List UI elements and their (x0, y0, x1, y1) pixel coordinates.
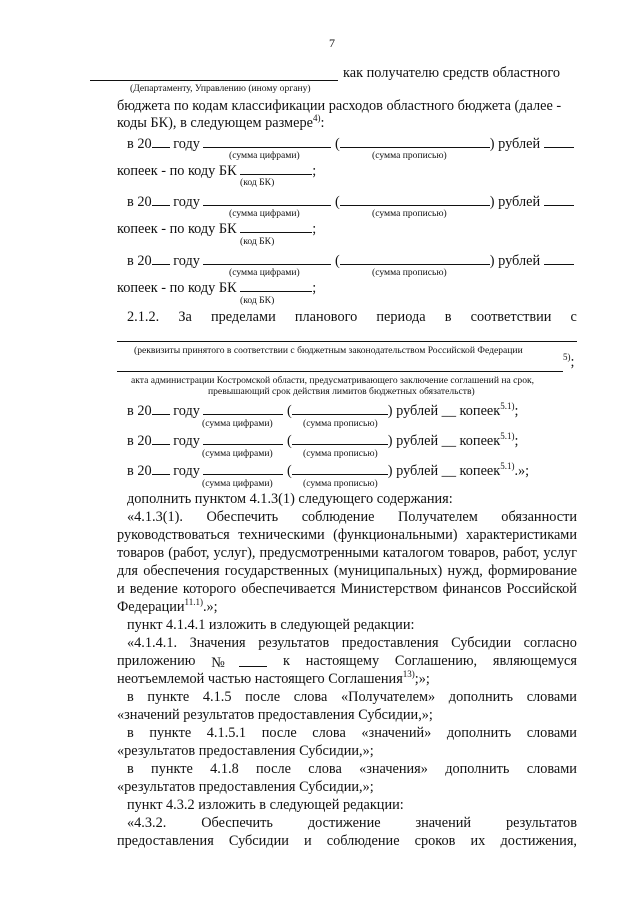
blank-sum-words (340, 251, 490, 265)
blank-sum-words (340, 134, 490, 148)
year-word: году (173, 433, 200, 449)
p4131-line-2 (117, 527, 577, 544)
word: обеспечения (143, 563, 220, 579)
open-paren: ( (287, 463, 292, 479)
word: Министерством (340, 581, 438, 597)
word: которого (182, 581, 237, 597)
p4141-line-2 (117, 653, 577, 672)
word: За (178, 309, 192, 325)
footnote-5-1: 5.1) (500, 431, 515, 442)
p4131-line-3 (117, 545, 577, 562)
word: Субсидии (451, 635, 512, 651)
p418-line-2: «результатов предоставления Субсидии,»; (117, 779, 374, 795)
word: и (304, 833, 312, 849)
blank-sum-words (340, 192, 490, 206)
code-row-2 (117, 219, 316, 238)
rubles-label: ) рублей (489, 136, 541, 152)
p4141-l3-text: неотъемлемой частью настоящего Соглашения (117, 671, 403, 687)
blank-year (152, 192, 170, 206)
word: «значения» (359, 761, 428, 777)
year-prefix: в 20 (127, 433, 152, 449)
word: пункте (147, 689, 190, 705)
word: «4.1.3(1). (127, 509, 183, 525)
p4151-line-1 (127, 725, 577, 742)
word: Субсидии (228, 833, 289, 849)
word: пункте (149, 725, 192, 741)
word: каталогом (382, 545, 445, 561)
word: финансов (442, 581, 502, 597)
caption-sum-digits: (сумма цифрами) (229, 267, 300, 278)
rub-kop-label: ) рублей __ копеек (387, 433, 501, 449)
p4141-tail: ;»; (414, 671, 430, 687)
p4131-line-6 (117, 599, 218, 616)
word: дополнить (448, 689, 514, 705)
word: «4.1.4.1. (127, 635, 178, 651)
p4131-line-1 (127, 509, 577, 526)
caption-sum-words: (сумма прописью) (303, 448, 378, 459)
word: достижение (307, 815, 381, 831)
caption-sum-words: (сумма прописью) (303, 418, 378, 429)
caption-sum-digits: (сумма цифрами) (202, 448, 273, 459)
p4131-line-5 (117, 581, 577, 598)
word: значений (415, 815, 472, 831)
word: услуг), (213, 545, 256, 561)
open-paren: ( (335, 194, 340, 210)
blank-sum-digits (203, 461, 283, 475)
rub-kop-label: ) рублей __ копеек (387, 403, 501, 419)
semicolon: ; (312, 221, 317, 237)
word: 2.1.2. (127, 309, 160, 325)
word: планового (294, 309, 358, 325)
word: руководствоваться (117, 527, 230, 543)
word: Российской (506, 581, 577, 597)
word: обеспечивается (241, 581, 336, 597)
word: товаров (117, 545, 165, 561)
kopecks-code-label: копеек - по коду БК (117, 163, 237, 179)
blank-year (152, 251, 170, 265)
caption-sum-words: (сумма прописью) (372, 267, 447, 278)
word: их (470, 833, 486, 849)
word: «значений» (361, 725, 432, 741)
blank-requisites-1 (117, 341, 577, 342)
paragraph-2-1-2 (127, 309, 577, 326)
p4141-line-3 (117, 671, 430, 688)
blank-department (90, 80, 338, 81)
end-semicolon: ; (514, 433, 519, 449)
kopecks-code-label: копеек - по коду БК (117, 221, 237, 237)
number-with-blank (211, 653, 267, 672)
caption-sum-digits: (сумма цифрами) (202, 478, 273, 489)
word: государственных (224, 563, 329, 579)
blank-code (240, 278, 312, 292)
footnote-4: 4) (312, 113, 321, 124)
footnote-5-line (563, 354, 574, 371)
word: Обеспечить (206, 509, 279, 525)
footnote-5: 5) (563, 352, 571, 363)
word: (функциональными) (333, 527, 458, 543)
year-prefix: в 20 (127, 194, 152, 210)
federation-word: Федерации (117, 599, 185, 615)
kopecks-code-label: копеек - по коду БК (117, 280, 237, 296)
word: товаров, (448, 545, 499, 561)
word: после (256, 761, 291, 777)
footnote-5-1: 5.1) (500, 401, 515, 412)
word: соблюдение (326, 833, 400, 849)
add-4131-intro: дополнить пунктом 4.1.3(1) следующего содержания: (127, 491, 453, 507)
word: в (127, 761, 134, 777)
code-row-1 (117, 161, 316, 180)
p4141-line-1 (127, 635, 577, 652)
word: предусмотренными (259, 545, 379, 561)
blank-code (240, 219, 312, 233)
word: достижения, (500, 833, 577, 849)
word: услуг (543, 545, 577, 561)
semicolon: ; (312, 280, 317, 296)
blank-sum-digits (203, 192, 331, 206)
word: 4.1.8 (210, 761, 239, 777)
word: слова (293, 689, 328, 705)
blank-sum-digits (203, 401, 283, 415)
blank-year (152, 431, 170, 445)
year-word: году (173, 463, 200, 479)
year-row-3 (127, 251, 574, 270)
word: нужд, (447, 563, 483, 579)
word: Получателем (397, 509, 478, 525)
word: к (282, 653, 290, 669)
p415-line-1 (127, 689, 577, 706)
year-word: году (173, 194, 200, 210)
number-sign: № (211, 655, 225, 671)
word: техническими (238, 527, 325, 543)
blank-sum-words (292, 431, 388, 445)
blank-requisites-2 (117, 371, 563, 372)
fn5-tail: ; (570, 354, 575, 370)
p432-line-1 (127, 815, 577, 832)
word: приложению (117, 653, 196, 669)
blank-year (152, 461, 170, 475)
word: работ, (502, 545, 540, 561)
word: в (127, 725, 134, 741)
word: согласно (523, 635, 577, 651)
open-paren: ( (287, 433, 292, 449)
caption-sum-words: (сумма прописью) (372, 208, 447, 219)
p418-line-1 (127, 761, 577, 778)
blank-sum-digits (203, 251, 331, 265)
open-paren: ( (335, 253, 340, 269)
word: формирование (488, 563, 577, 579)
caption-sum-digits: (сумма цифрами) (229, 150, 300, 161)
word: дополнить (446, 725, 512, 741)
word: в (444, 309, 452, 325)
caption-requisites: (реквизиты принятого в соответствии с бюджетным законодательством Российской Федерации (134, 345, 523, 356)
year-word: году (173, 253, 200, 269)
blank-kopecks (544, 192, 574, 206)
caption-code: (код БК) (240, 177, 275, 188)
word: являющемуся (492, 653, 577, 669)
blank-kopecks (544, 134, 574, 148)
blank-sum-digits (203, 431, 283, 445)
p432-line-2 (117, 833, 577, 850)
open-paren: ( (287, 403, 292, 419)
word: пункте (151, 761, 193, 777)
blank-sum-words (292, 461, 388, 475)
word: соблюдение (301, 509, 375, 525)
word: после (245, 689, 281, 705)
page-number: 7 (329, 36, 335, 50)
blank-kopecks (544, 251, 574, 265)
budget-line: бюджета по кодам классификации расходов областного бюджета (далее - (117, 98, 562, 114)
end-final: .»; (514, 463, 530, 479)
word: обязанности (501, 509, 577, 525)
caption-sum-words: (сумма прописью) (372, 150, 447, 161)
footnote-5-1: 5.1) (500, 461, 515, 472)
word: Соглашению, (394, 653, 478, 669)
word: результатов (505, 815, 577, 831)
word: словами (526, 725, 577, 741)
word: соответствии (470, 309, 552, 325)
rub-kop-label: ) рублей __ копеек (387, 463, 501, 479)
word: слова (308, 761, 342, 777)
caption-sum-digits: (сумма цифрами) (229, 208, 300, 219)
word: результатов (258, 635, 330, 651)
blank-year (152, 134, 170, 148)
caption-department: (Департаменту, Управлению (иному органу) (130, 83, 311, 94)
codes-line (117, 115, 324, 132)
word: Обеспечить (201, 815, 273, 831)
word: 4.1.5 (202, 689, 232, 705)
word: в (127, 689, 134, 705)
word: «Получателем» (340, 689, 436, 705)
codes-text: коды БК), в следующем размере (117, 115, 313, 131)
word: предоставления (117, 833, 214, 849)
word: 4.1.5.1 (206, 725, 247, 741)
word: настоящему (305, 653, 380, 669)
rubles-label: ) рублей (489, 194, 541, 210)
recipient-text: как получателю средств областного (343, 65, 561, 81)
year-prefix: в 20 (127, 136, 152, 152)
rubles-label: ) рублей (489, 253, 541, 269)
semicolon: ; (312, 163, 317, 179)
p415-line-2: «значений результатов предоставления Субсидии,»; (117, 707, 433, 723)
word: (муниципальных) (333, 563, 443, 579)
word: после (261, 725, 297, 741)
p4141-intro: пункт 4.1.4.1 изложить в следующей редакции: (127, 617, 415, 633)
p4131-tail: .»; (202, 599, 218, 615)
caption-sum-digits: (сумма цифрами) (202, 418, 273, 429)
blank-sum-digits (203, 134, 331, 148)
word: (работ, (168, 545, 210, 561)
caption-code: (код БК) (240, 236, 275, 247)
word: и (117, 581, 125, 597)
word: с (570, 309, 577, 325)
code-row-3 (117, 278, 316, 297)
footnote-13: 13) (402, 669, 415, 680)
blank-appendix-number (239, 653, 267, 667)
year-prefix: в 20 (127, 463, 152, 479)
word: слова (312, 725, 346, 741)
end-semicolon: ; (514, 403, 519, 419)
codes-colon: : (320, 115, 325, 131)
caption-act-1: акта администрации Костромской области, предусматривающего заключение соглашений на срок, (131, 375, 535, 386)
blank-sum-words (292, 401, 388, 415)
word: предоставления (341, 635, 439, 651)
year-word: году (173, 136, 200, 152)
word: характеристиками (466, 527, 577, 543)
open-paren: ( (335, 136, 340, 152)
caption-sum-words: (сумма прописью) (303, 478, 378, 489)
p4151-line-2: «результатов предоставления Субсидии,»; (117, 743, 374, 759)
year-row-2 (127, 192, 574, 211)
word: ведение (129, 581, 178, 597)
word: сроков (414, 833, 456, 849)
word: «4.3.2. (127, 815, 167, 831)
caption-code: (код БК) (240, 295, 275, 306)
footnote-11-1: 11.1) (184, 597, 203, 608)
year-row-1 (127, 134, 574, 153)
blank-year (152, 401, 170, 415)
year-prefix: в 20 (127, 253, 152, 269)
word: для (117, 563, 138, 579)
word: словами (526, 689, 577, 705)
word: пределами (210, 309, 276, 325)
blank-code (240, 161, 312, 175)
word: Значения (189, 635, 246, 651)
p4131-line-4 (117, 563, 577, 580)
year-word: году (173, 403, 200, 419)
word: словами (526, 761, 577, 777)
word: периода (376, 309, 426, 325)
p432-intro: пункт 4.3.2 изложить в следующей редакции: (127, 797, 404, 813)
year-prefix: в 20 (127, 403, 152, 419)
word: дополнить (445, 761, 510, 777)
caption-act-2: превышающий срок действия лимитов бюджетных обязательств) (208, 386, 475, 397)
